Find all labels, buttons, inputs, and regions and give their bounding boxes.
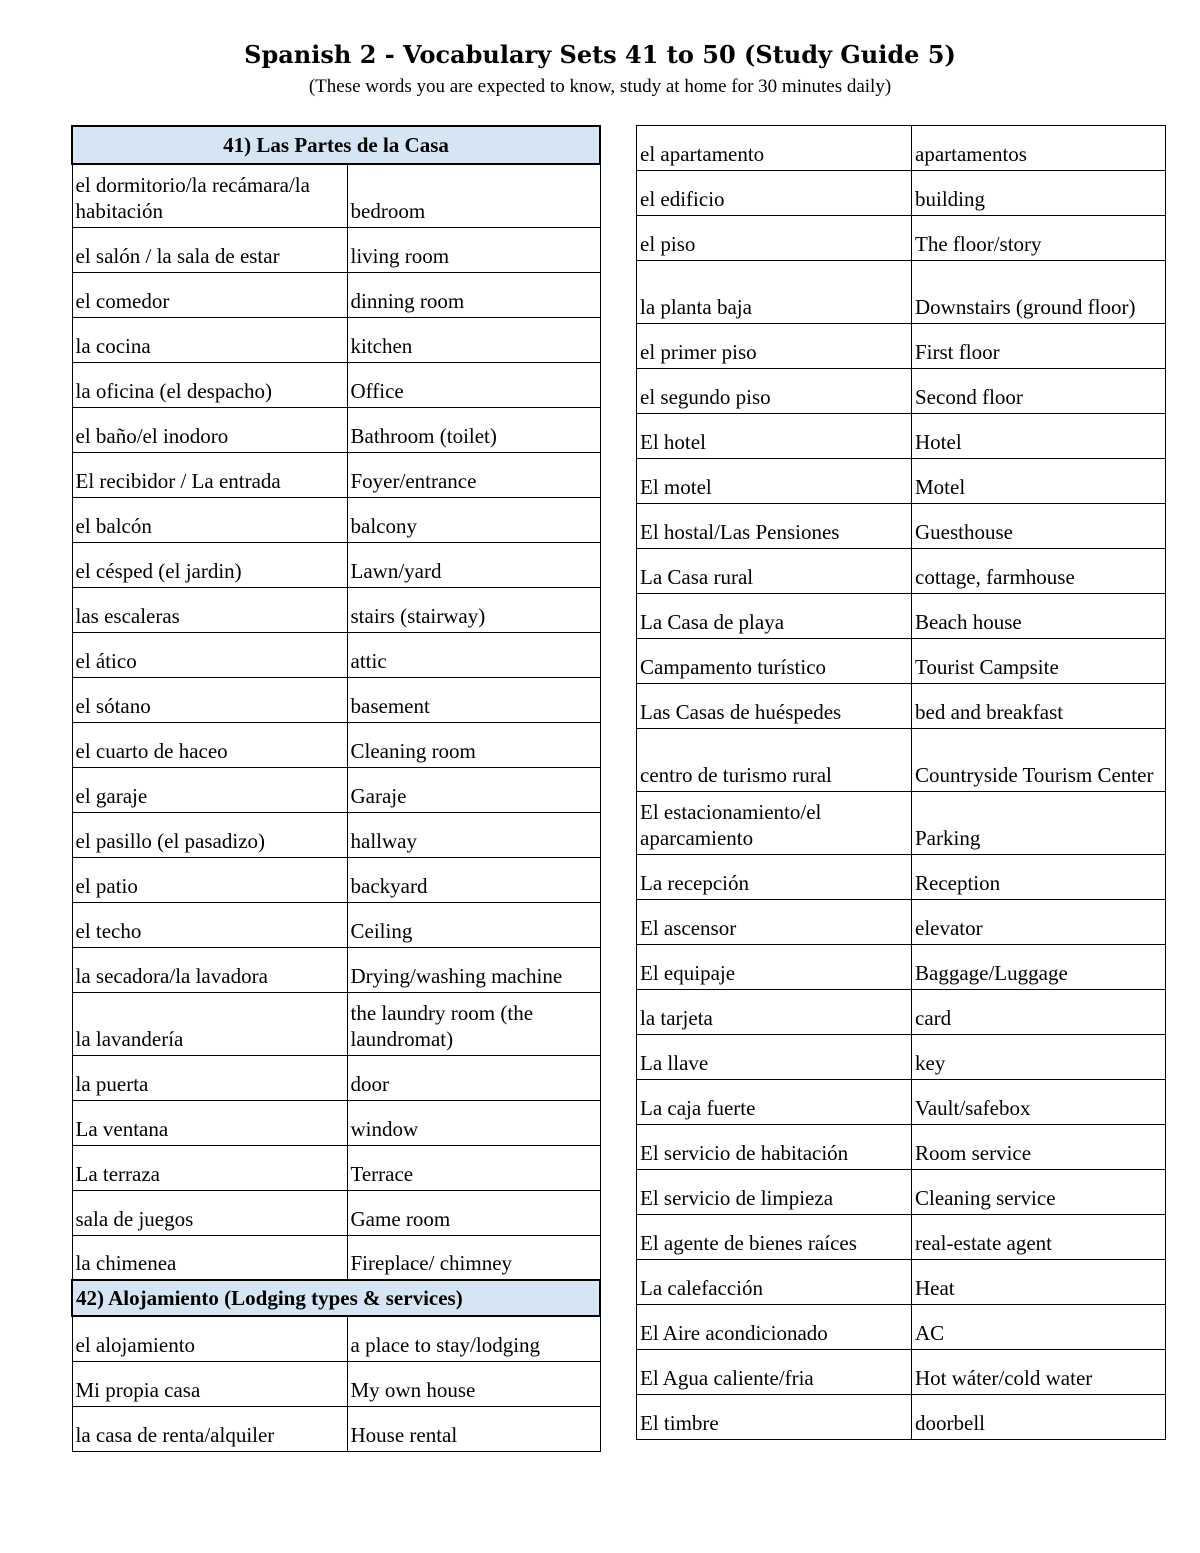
english-translation: Motel (912, 459, 1166, 504)
vocab-row (72, 1361, 600, 1406)
english-translation: a place to stay/lodging (347, 1316, 600, 1361)
vocab-row (72, 497, 600, 542)
spanish-term: el comedor (72, 272, 347, 317)
page-subtitle: (These words you are expected to know, study at home for 30 minutes daily) (308, 76, 892, 97)
vocab-row (637, 900, 1166, 945)
vocab-row (72, 452, 600, 497)
spanish-term: las escaleras (72, 587, 347, 632)
section-header-41: 41) Las Partes de la Casa (72, 126, 600, 164)
spanish-term: El hostal/Las Pensiones (637, 504, 912, 549)
english-translation: doorbell (912, 1395, 1166, 1440)
spanish-term: la casa de renta/alquiler (72, 1406, 347, 1451)
vocab-row (72, 227, 600, 272)
english-translation: My own house (347, 1361, 600, 1406)
spanish-term: El servicio de habitación (637, 1125, 912, 1170)
vocab-row (637, 261, 1166, 324)
english-translation: Countryside Tourism Center (912, 729, 1166, 792)
english-translation: First floor (912, 324, 1166, 369)
spanish-term: el edificio (637, 171, 912, 216)
english-translation: House rental (347, 1406, 600, 1451)
spanish-term: el alojamiento (72, 1316, 347, 1361)
english-translation: Guesthouse (912, 504, 1166, 549)
vocab-row (637, 1260, 1166, 1305)
vocab-row (637, 990, 1166, 1035)
vocab-row (637, 324, 1166, 369)
spanish-term: el césped (el jardin) (72, 542, 347, 587)
vocab-row (72, 1055, 600, 1100)
english-translation: cottage, farmhouse (912, 549, 1166, 594)
spanish-term: El agente de bienes raíces (637, 1215, 912, 1260)
vocab-row (637, 1035, 1166, 1080)
vocab-row (72, 722, 600, 767)
english-translation: Garaje (347, 767, 600, 812)
vocab-row (72, 1145, 600, 1190)
english-translation: attic (347, 632, 600, 677)
vocab-table-right (636, 125, 1166, 1440)
vocab-row (637, 1080, 1166, 1125)
english-translation: bedroom (347, 164, 600, 227)
english-translation: dinning room (347, 272, 600, 317)
vocab-row (72, 542, 600, 587)
spanish-term: la planta baja (637, 261, 912, 324)
spanish-term: El estacionamiento/el aparcamiento (637, 792, 912, 855)
english-translation: bed and breakfast (912, 684, 1166, 729)
english-translation: Reception (912, 855, 1166, 900)
vocab-row (72, 317, 600, 362)
english-translation: hallway (347, 812, 600, 857)
english-translation: Cleaning service (912, 1170, 1166, 1215)
spanish-term: El servicio de limpieza (637, 1170, 912, 1215)
english-translation: Baggage/Luggage (912, 945, 1166, 990)
vocab-table-left (71, 125, 601, 1452)
spanish-term: La recepción (637, 855, 912, 900)
vocab-row (637, 504, 1166, 549)
spanish-term: el segundo piso (637, 369, 912, 414)
section-header-42: 42) Alojamiento (Lodging types & services) (72, 1280, 600, 1316)
vocab-table-right-body (637, 126, 1166, 1440)
english-translation: Fireplace/ chimney (347, 1235, 600, 1280)
vocab-row (72, 1100, 600, 1145)
vocab-row (637, 1305, 1166, 1350)
spanish-term: La calefacción (637, 1260, 912, 1305)
spanish-term: Las Casas de huéspedes (637, 684, 912, 729)
vocab-row (72, 1406, 600, 1451)
vocab-row (72, 164, 600, 227)
vocab-row (72, 587, 600, 632)
vocab-row (72, 1235, 600, 1280)
english-translation: window (347, 1100, 600, 1145)
vocab-row (72, 767, 600, 812)
spanish-term: el salón / la sala de estar (72, 227, 347, 272)
vocab-row (72, 902, 600, 947)
spanish-term: el balcón (72, 497, 347, 542)
spanish-term: el patio (72, 857, 347, 902)
vocab-row (72, 272, 600, 317)
spanish-term: el ático (72, 632, 347, 677)
english-translation: stairs (stairway) (347, 587, 600, 632)
spanish-term: La terraza (72, 1145, 347, 1190)
spanish-term: el apartamento (637, 126, 912, 171)
english-translation: Vault/safebox (912, 1080, 1166, 1125)
vocab-row (637, 855, 1166, 900)
spanish-term: El recibidor / La entrada (72, 452, 347, 497)
spanish-term: la secadora/la lavadora (72, 947, 347, 992)
vocab-row (72, 947, 600, 992)
spanish-term: Campamento turístico (637, 639, 912, 684)
vocab-row (72, 632, 600, 677)
vocab-row (637, 792, 1166, 855)
vocab-row (72, 407, 600, 452)
spanish-term: el garaje (72, 767, 347, 812)
english-translation: Room service (912, 1125, 1166, 1170)
vocab-row (637, 1350, 1166, 1395)
spanish-term: Mi propia casa (72, 1361, 347, 1406)
english-translation: AC (912, 1305, 1166, 1350)
spanish-term: el piso (637, 216, 912, 261)
spanish-term: el sótano (72, 677, 347, 722)
english-translation: key (912, 1035, 1166, 1080)
vocab-row (72, 992, 600, 1055)
vocab-row (72, 1190, 600, 1235)
vocab-row (637, 945, 1166, 990)
section-header-42-row (72, 1280, 600, 1316)
english-translation: Drying/washing machine (347, 947, 600, 992)
english-translation: basement (347, 677, 600, 722)
vocab-row (637, 594, 1166, 639)
spanish-term: El ascensor (637, 900, 912, 945)
spanish-term: el baño/el inodoro (72, 407, 347, 452)
spanish-term: el pasillo (el pasadizo) (72, 812, 347, 857)
english-translation: card (912, 990, 1166, 1035)
vocab-row (72, 677, 600, 722)
vocab-row (72, 812, 600, 857)
english-translation: Parking (912, 792, 1166, 855)
page-title: Spanish 2 - Vocabulary Sets 41 to 50 (Study Guide 5) (244, 40, 956, 69)
english-translation: Heat (912, 1260, 1166, 1305)
english-translation: Bathroom (toilet) (347, 407, 600, 452)
spanish-term: sala de juegos (72, 1190, 347, 1235)
spanish-term: el cuarto de haceo (72, 722, 347, 767)
spanish-term: La Casa rural (637, 549, 912, 594)
section-header-41-row (72, 126, 600, 164)
english-translation: Hotel (912, 414, 1166, 459)
english-translation: balcony (347, 497, 600, 542)
spanish-term: la lavandería (72, 992, 347, 1055)
vocab-row (637, 414, 1166, 459)
spanish-term: centro de turismo rural (637, 729, 912, 792)
vocab-row (637, 729, 1166, 792)
vocab-row (72, 857, 600, 902)
vocab-row (637, 216, 1166, 261)
vocab-row (637, 1215, 1166, 1260)
vocab-row (637, 171, 1166, 216)
vocab-row (72, 1316, 600, 1361)
spanish-term: La caja fuerte (637, 1080, 912, 1125)
english-translation: Beach house (912, 594, 1166, 639)
vocab-row (637, 639, 1166, 684)
vocab-row (637, 549, 1166, 594)
vocab-row (637, 459, 1166, 504)
english-translation: elevator (912, 900, 1166, 945)
english-translation: door (347, 1055, 600, 1100)
vocab-row (72, 362, 600, 407)
english-translation: Hot wáter/cold water (912, 1350, 1166, 1395)
spanish-term: El timbre (637, 1395, 912, 1440)
spanish-term: La Casa de playa (637, 594, 912, 639)
vocab-row (637, 1125, 1166, 1170)
spanish-term: el primer piso (637, 324, 912, 369)
spanish-term: la tarjeta (637, 990, 912, 1035)
english-translation: Foyer/entrance (347, 452, 600, 497)
english-translation: building (912, 171, 1166, 216)
vocab-row (637, 1170, 1166, 1215)
vocab-row (637, 126, 1166, 171)
spanish-term: La ventana (72, 1100, 347, 1145)
vocab-row (637, 1395, 1166, 1440)
spanish-term: La llave (637, 1035, 912, 1080)
spanish-term: la cocina (72, 317, 347, 362)
english-translation: backyard (347, 857, 600, 902)
english-translation: kitchen (347, 317, 600, 362)
english-translation: the laundry room (the laundromat) (347, 992, 600, 1055)
vocab-row (637, 369, 1166, 414)
spanish-term: la oficina (el despacho) (72, 362, 347, 407)
english-translation: The floor/story (912, 216, 1166, 261)
vocab-table-left-body (72, 126, 600, 1451)
english-translation: Downstairs (ground floor) (912, 261, 1166, 324)
spanish-term: El Aire acondicionado (637, 1305, 912, 1350)
english-translation: Tourist Campsite (912, 639, 1166, 684)
english-translation: Second floor (912, 369, 1166, 414)
english-translation: Ceiling (347, 902, 600, 947)
vocab-row (637, 684, 1166, 729)
english-translation: Lawn/yard (347, 542, 600, 587)
spanish-term: El Agua caliente/fria (637, 1350, 912, 1395)
english-translation: living room (347, 227, 600, 272)
english-translation: Game room (347, 1190, 600, 1235)
spanish-term: El hotel (637, 414, 912, 459)
spanish-term: el techo (72, 902, 347, 947)
english-translation: real-estate agent (912, 1215, 1166, 1260)
english-translation: Cleaning room (347, 722, 600, 767)
spanish-term: el dormitorio/la recámara/la habitación (72, 164, 347, 227)
spanish-term: la puerta (72, 1055, 347, 1100)
spanish-term: El motel (637, 459, 912, 504)
english-translation: Office (347, 362, 600, 407)
spanish-term: la chimenea (72, 1235, 347, 1280)
english-translation: apartamentos (912, 126, 1166, 171)
english-translation: Terrace (347, 1145, 600, 1190)
spanish-term: El equipaje (637, 945, 912, 990)
